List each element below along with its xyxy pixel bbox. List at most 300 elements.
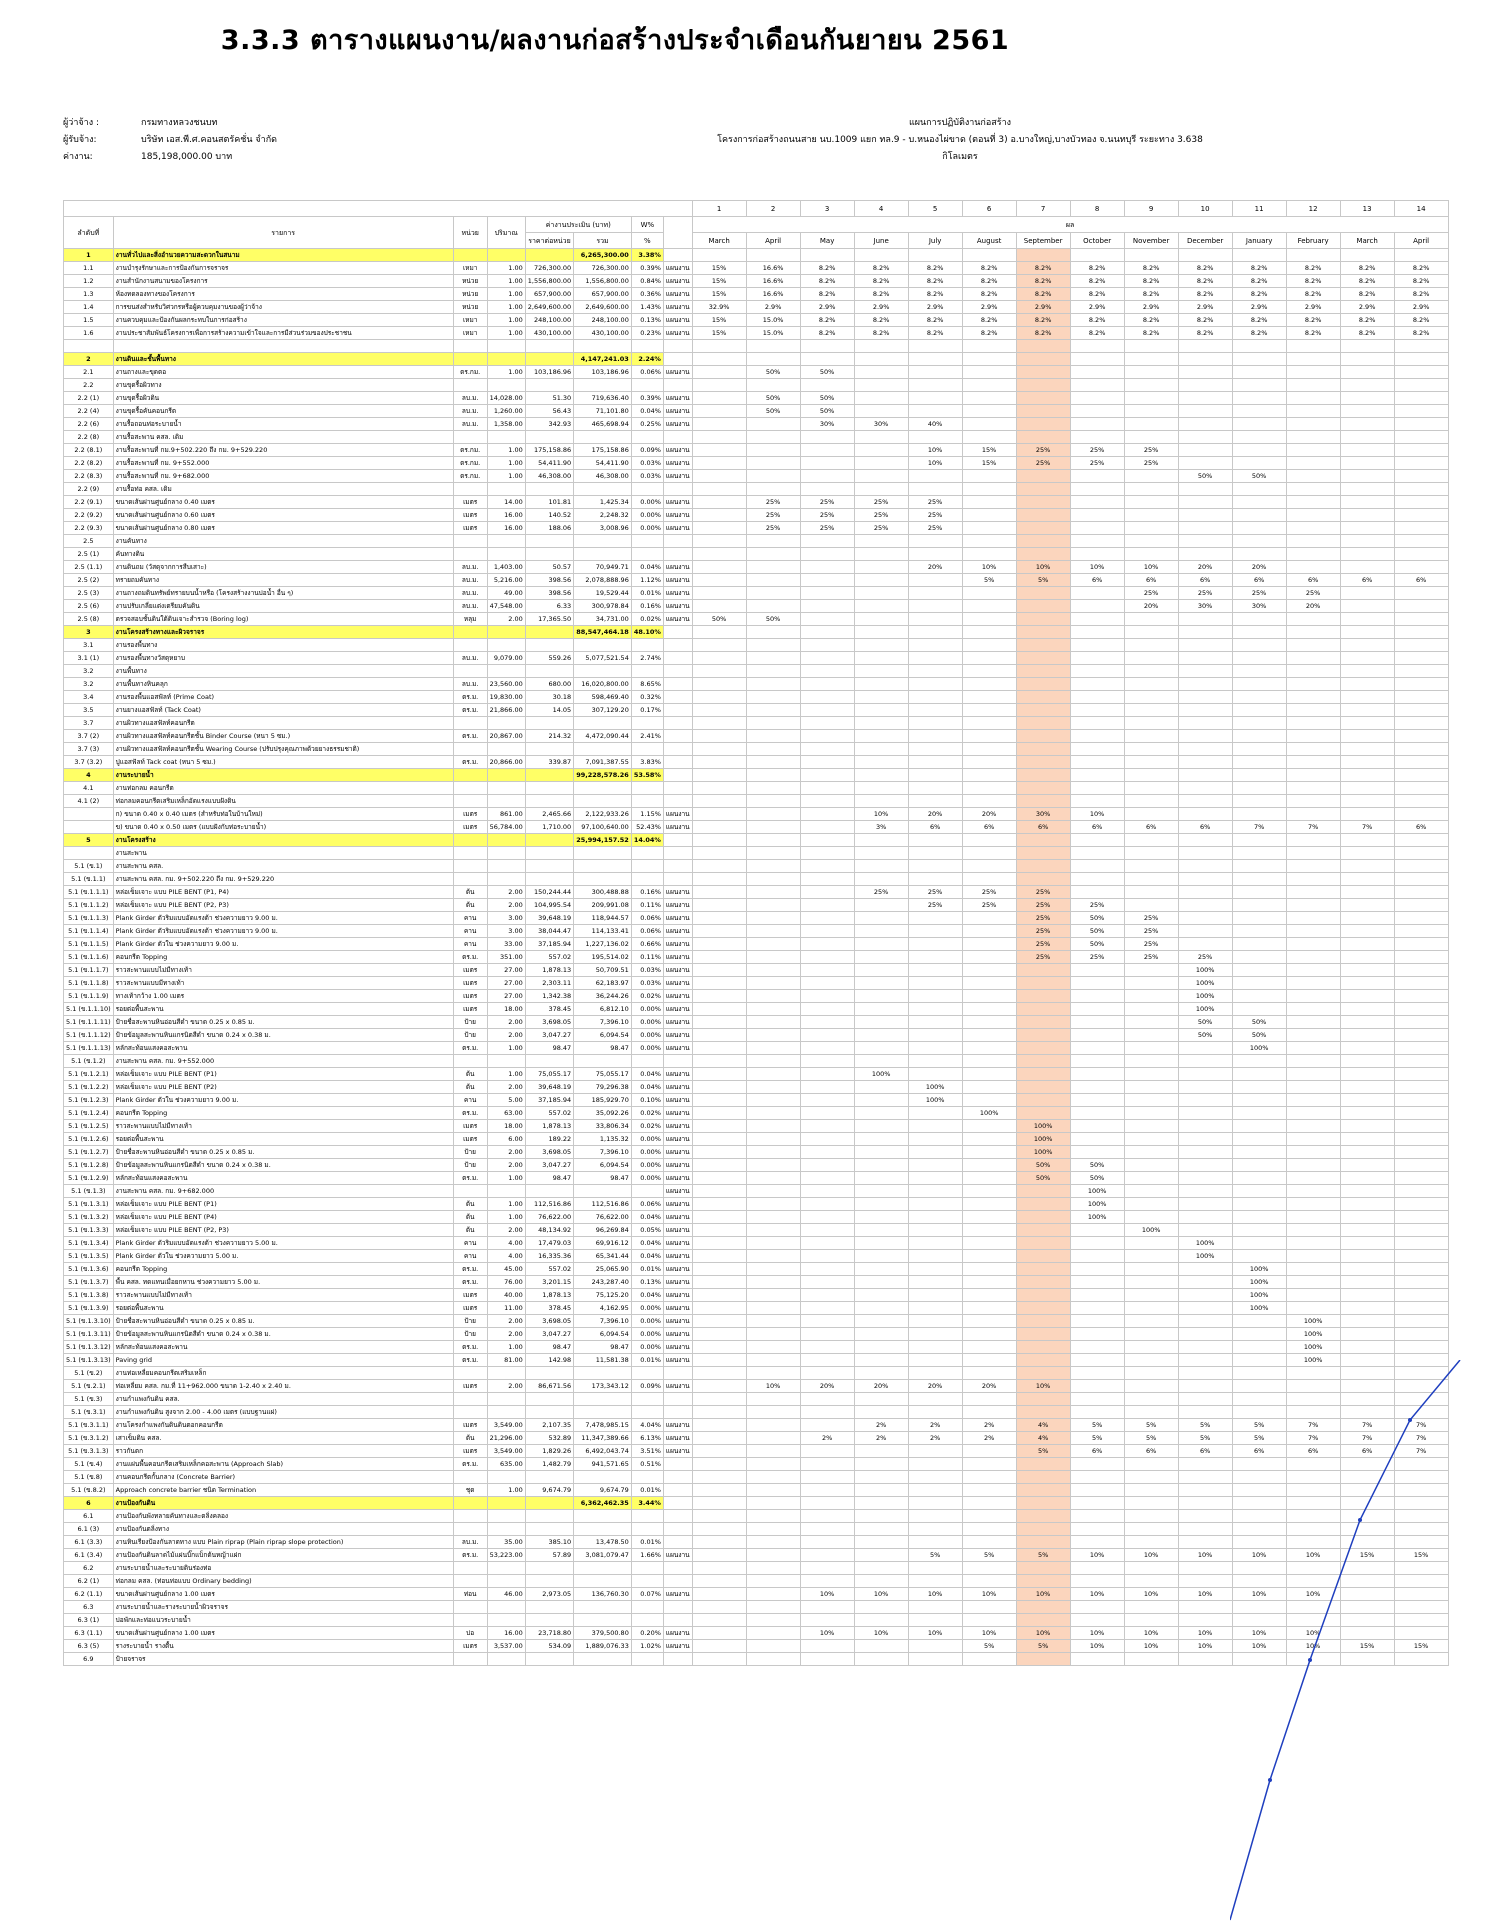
cell-month-pct	[1286, 795, 1340, 808]
cell-month-pct	[1394, 1289, 1448, 1302]
table-row	[64, 1185, 1449, 1198]
cell-item: งานผิวทางแอสฟัลท์คอนกรีต	[113, 717, 453, 730]
cell-month-pct	[962, 990, 1016, 1003]
cell-month-pct	[1340, 951, 1394, 964]
cell-month-pct	[1178, 925, 1232, 938]
cell-month-pct	[1340, 366, 1394, 379]
cell-month-pct	[692, 795, 746, 808]
cell-month-pct: 6%	[908, 821, 962, 834]
cell-month-pct	[746, 665, 800, 678]
cell-month-pct	[1286, 1133, 1340, 1146]
cell-qty: 1.00	[487, 301, 525, 314]
cell-month-pct	[1178, 665, 1232, 678]
cell-month-pct	[1340, 444, 1394, 457]
cell-qty	[487, 535, 525, 548]
cell-month-pct	[692, 704, 746, 717]
cell-month-pct: 100%	[1070, 1185, 1124, 1198]
cell-month-pct: 2%	[908, 1419, 962, 1432]
table-row	[64, 639, 1449, 652]
table-row	[64, 314, 1449, 327]
cell-month-pct	[854, 1172, 908, 1185]
cell-total: 248,100.00	[574, 314, 632, 327]
cell-month-pct	[1178, 431, 1232, 444]
cell-month-pct: 2%	[908, 1432, 962, 1445]
cell-month-pct	[1178, 1393, 1232, 1406]
cell-month-pct	[854, 652, 908, 665]
cell-weight	[631, 847, 663, 860]
col-item: รายการ	[113, 217, 453, 249]
cell-month-pct	[1124, 1003, 1178, 1016]
cell-month-pct	[962, 1003, 1016, 1016]
cell-month-pct	[908, 600, 962, 613]
cell-month-pct	[1232, 249, 1286, 262]
cell-unit	[453, 873, 487, 886]
cell-month-pct: 50%	[692, 613, 746, 626]
cell-item: งานขุดรื้อผิวทาง	[113, 379, 453, 392]
cell-item: งานรื้อท่อ คสล. เดิม	[113, 483, 453, 496]
cell-month-pct: 10%	[908, 1627, 962, 1640]
cell-month-pct	[854, 1055, 908, 1068]
cell-weight: 0.36%	[631, 288, 663, 301]
cell-month-pct	[746, 1432, 800, 1445]
cell-month-pct	[1286, 626, 1340, 639]
cell-month-pct	[962, 1601, 1016, 1614]
cell-month-pct: 6%	[1178, 821, 1232, 834]
cell-month-pct	[1016, 353, 1070, 366]
cell-qty	[487, 1055, 525, 1068]
cell-plan-label	[663, 431, 692, 444]
cell-month-pct	[800, 379, 854, 392]
cell-month-pct	[1394, 496, 1448, 509]
cell-month-pct: 100%	[908, 1081, 962, 1094]
cell-month-pct	[1394, 899, 1448, 912]
cell-month-pct	[692, 1458, 746, 1471]
cell-month-pct	[746, 1263, 800, 1276]
cell-total	[574, 782, 632, 795]
cell-month-pct	[746, 938, 800, 951]
cell-month-pct	[1016, 366, 1070, 379]
cell-month-pct	[1286, 782, 1340, 795]
cell-month-pct: 100%	[1016, 1146, 1070, 1159]
cell-month-pct	[1070, 1263, 1124, 1276]
cell-month-pct	[962, 1133, 1016, 1146]
cell-month-pct	[1178, 509, 1232, 522]
cell-month-pct	[746, 769, 800, 782]
cell-month-pct	[908, 717, 962, 730]
cell-month-pct	[854, 769, 908, 782]
cell-month-pct	[1016, 548, 1070, 561]
cell-month-pct	[1178, 756, 1232, 769]
cell-item	[113, 340, 453, 353]
cell-month-pct: 50%	[746, 392, 800, 405]
col-weight-pct: %	[631, 233, 663, 249]
cell-month-pct	[1394, 912, 1448, 925]
cell-month-pct	[1394, 392, 1448, 405]
cell-plan-label: แผนงาน	[663, 1302, 692, 1315]
cell-month-pct	[1016, 1042, 1070, 1055]
cell-unit: เมตร	[453, 1120, 487, 1133]
cell-weight: 0.13%	[631, 314, 663, 327]
cell-item: ป้ายจราจร	[113, 1653, 453, 1666]
cell-month-pct	[1286, 834, 1340, 847]
cell-item: งานขุดรื้อคันคอนกรีต	[113, 405, 453, 418]
cell-no: 5.1 (ข.1.1)	[64, 873, 114, 886]
table-row	[64, 1328, 1449, 1341]
cell-plan-label: แผนงาน	[663, 1432, 692, 1445]
cell-month-pct: 15%	[962, 457, 1016, 470]
cell-month-pct	[1070, 1146, 1124, 1159]
cell-month-pct: 10%	[1232, 1640, 1286, 1653]
cell-unit: หน่วย	[453, 288, 487, 301]
cell-item: คันทางดิน	[113, 548, 453, 561]
cell-month-pct	[1124, 1406, 1178, 1419]
cell-month-pct: 100%	[1178, 1003, 1232, 1016]
col-unit-price: ราคาต่อหน่วย	[525, 233, 573, 249]
cell-unit-price: 2,465.66	[525, 808, 573, 821]
cell-total: 300,978.84	[574, 600, 632, 613]
cell-item: งานรื้อสะพานที่ กม.9+502.220 ถึง กม. 9+529.220	[113, 444, 453, 457]
cell-month-pct: 10%	[1232, 1627, 1286, 1640]
cell-month-pct	[692, 548, 746, 561]
table-row	[64, 587, 1449, 600]
cell-month-pct	[692, 1159, 746, 1172]
cell-month-pct	[854, 1562, 908, 1575]
cell-month-pct	[1286, 509, 1340, 522]
table-row	[64, 938, 1449, 951]
cell-unit: เมตร	[453, 990, 487, 1003]
cell-weight: 0.05%	[631, 1224, 663, 1237]
cell-no: 1.5	[64, 314, 114, 327]
cell-month-pct	[1394, 1250, 1448, 1263]
cell-month-pct	[692, 600, 746, 613]
cell-month-pct: 30%	[1232, 600, 1286, 613]
cell-unit: ลบ.ม.	[453, 405, 487, 418]
cell-month-pct	[1124, 743, 1178, 756]
cell-month-pct	[1070, 1575, 1124, 1588]
cell-unit	[453, 1510, 487, 1523]
cell-total	[574, 379, 632, 392]
cell-unit	[453, 717, 487, 730]
cell-unit: เมตร	[453, 1133, 487, 1146]
cell-qty: 9,079.00	[487, 652, 525, 665]
cell-month-pct	[1124, 249, 1178, 262]
cell-plan-label	[663, 379, 692, 392]
cell-month-pct	[800, 1263, 854, 1276]
cell-month-pct	[1232, 431, 1286, 444]
cell-plan-label: แผนงาน	[663, 1146, 692, 1159]
cell-item: หลักสะท้อนแสงคอสะพาน	[113, 1042, 453, 1055]
cell-month-pct	[1394, 678, 1448, 691]
cell-month-pct: 10%	[800, 1588, 854, 1601]
cell-unit: ป้าย	[453, 1159, 487, 1172]
cell-weight: 0.04%	[631, 405, 663, 418]
cell-month-pct: 8.2%	[908, 327, 962, 340]
cell-unit-price: 98.47	[525, 1341, 573, 1354]
cell-month-pct	[1070, 1562, 1124, 1575]
cell-month-pct: 100%	[854, 1068, 908, 1081]
cell-item: ราวกันตก	[113, 1445, 453, 1458]
cell-item: ก) ขนาด 0.40 x 0.40 เมตร (สำหรับท่อในบ้านใหม่)	[113, 808, 453, 821]
cell-month-pct	[908, 1406, 962, 1419]
cell-total: 33,806.34	[574, 1120, 632, 1133]
cell-month-pct	[854, 1237, 908, 1250]
cell-weight: 0.06%	[631, 366, 663, 379]
cell-month-pct	[1124, 1055, 1178, 1068]
cell-month-pct	[1070, 1328, 1124, 1341]
cell-plan-label	[663, 834, 692, 847]
cell-month-pct	[962, 1484, 1016, 1497]
cell-plan-label	[663, 1523, 692, 1536]
cell-month-pct	[1232, 665, 1286, 678]
cell-month-pct	[1394, 1159, 1448, 1172]
cell-unit-price: 14.05	[525, 704, 573, 717]
cell-month-pct	[800, 600, 854, 613]
cell-plan-label: แผนงาน	[663, 1588, 692, 1601]
cell-month-pct	[746, 1354, 800, 1367]
cell-month-pct: 8.2%	[854, 314, 908, 327]
cell-month-pct	[1286, 1120, 1340, 1133]
cell-month-pct	[962, 1094, 1016, 1107]
cell-month-pct	[800, 613, 854, 626]
cell-month-pct	[800, 834, 854, 847]
cell-unit-price: 39,648.19	[525, 1081, 573, 1094]
cell-month-pct	[746, 730, 800, 743]
cell-total: 243,287.40	[574, 1276, 632, 1289]
cell-weight: 0.66%	[631, 938, 663, 951]
cell-total: 209,991.08	[574, 899, 632, 912]
cell-weight: 0.00%	[631, 1003, 663, 1016]
cell-month-pct	[1340, 1276, 1394, 1289]
cell-unit-price	[525, 1055, 573, 1068]
cell-month-pct: 7%	[1340, 1419, 1394, 1432]
cell-month-pct: 8.2%	[1232, 288, 1286, 301]
cell-month-pct	[908, 1250, 962, 1263]
cell-month-pct: 8.2%	[1394, 275, 1448, 288]
cell-month-pct	[1124, 886, 1178, 899]
cell-qty: 27.00	[487, 964, 525, 977]
cell-month-pct	[1016, 873, 1070, 886]
cell-month-pct	[1232, 1250, 1286, 1263]
cell-month-pct	[1340, 1302, 1394, 1315]
cell-month-pct	[1340, 691, 1394, 704]
cell-month-pct: 7%	[1394, 1432, 1448, 1445]
cell-plan-label: แผนงาน	[663, 327, 692, 340]
cell-month-pct	[1070, 1614, 1124, 1627]
cell-total: 5,077,521.54	[574, 652, 632, 665]
cell-unit-price: 17,479.03	[525, 1237, 573, 1250]
cell-month-pct	[1286, 613, 1340, 626]
cell-month-pct	[746, 1159, 800, 1172]
cell-total: 2,122,933.26	[574, 808, 632, 821]
month-header: January	[1232, 233, 1286, 249]
cell-month-pct: 100%	[1178, 1250, 1232, 1263]
cell-month-pct	[1070, 340, 1124, 353]
cell-month-pct	[1070, 1367, 1124, 1380]
cell-no: 2.2 (9.1)	[64, 496, 114, 509]
cell-month-pct	[962, 769, 1016, 782]
cell-month-pct	[800, 665, 854, 678]
cell-month-pct	[908, 1640, 962, 1653]
cell-month-pct: 2.9%	[1286, 301, 1340, 314]
cell-month-pct: 10%	[854, 808, 908, 821]
cell-unit	[453, 1562, 487, 1575]
cell-month-pct	[854, 1224, 908, 1237]
cell-unit-price: 3,698.05	[525, 1016, 573, 1029]
cell-month-pct	[1232, 769, 1286, 782]
cell-item: งานป้องกันตลิ่งทาง	[113, 1523, 453, 1536]
cell-month-pct	[1016, 483, 1070, 496]
cell-total: 7,396.10	[574, 1146, 632, 1159]
cell-month-pct: 25%	[1016, 886, 1070, 899]
cell-month-pct	[854, 899, 908, 912]
cell-weight: 0.00%	[631, 1341, 663, 1354]
cell-month-pct	[1340, 392, 1394, 405]
cell-unit	[453, 353, 487, 366]
cell-month-pct	[1016, 1289, 1070, 1302]
cell-month-pct	[962, 964, 1016, 977]
cell-no: 5.1 (ข.1.3.4)	[64, 1237, 114, 1250]
cell-month-pct	[1178, 678, 1232, 691]
cell-month-pct	[1070, 782, 1124, 795]
cell-no: 5.1 (ข.1.1.12)	[64, 1029, 114, 1042]
cell-month-pct: 2.9%	[1016, 301, 1070, 314]
cell-month-pct	[908, 1471, 962, 1484]
cell-month-pct	[908, 470, 962, 483]
cell-item: งานหินเรียงป้องกันลาดทาง แบบ Plain riprap (Plain riprap slope protection)	[113, 1536, 453, 1549]
cell-qty	[487, 340, 525, 353]
cell-weight: 0.00%	[631, 509, 663, 522]
cell-month-pct	[1070, 834, 1124, 847]
cell-month-pct	[1070, 1250, 1124, 1263]
cell-unit-price: 16,335.36	[525, 1250, 573, 1263]
cell-unit: ต้น	[453, 1224, 487, 1237]
cell-month-pct: 25%	[1070, 951, 1124, 964]
cell-month-pct	[1340, 717, 1394, 730]
cell-weight	[631, 717, 663, 730]
contractor-value: บริษัท เอส.พี.ศ.คอนสตรัคชั่น จำกัด	[141, 135, 277, 145]
cell-plan-label: แผนงาน	[663, 821, 692, 834]
cell-unit-price: 534.09	[525, 1640, 573, 1653]
cell-weight: 0.11%	[631, 951, 663, 964]
cell-month-pct: 8.2%	[800, 327, 854, 340]
cell-qty	[487, 639, 525, 652]
cell-month-pct	[1016, 704, 1070, 717]
cell-month-pct: 20%	[962, 1380, 1016, 1393]
cell-no: 5.1 (ข.1.1.10)	[64, 1003, 114, 1016]
cell-month-pct: 6%	[1124, 574, 1178, 587]
cell-month-pct: 20%	[1286, 600, 1340, 613]
cell-month-pct	[1340, 587, 1394, 600]
cell-unit-price: 37,185.94	[525, 938, 573, 951]
cell-month-pct	[1178, 1614, 1232, 1627]
cell-month-pct: 6%	[1286, 1445, 1340, 1458]
cell-month-pct	[962, 1341, 1016, 1354]
cell-month-pct	[1286, 1198, 1340, 1211]
cell-month-pct	[1178, 873, 1232, 886]
cell-total: 11,581.38	[574, 1354, 632, 1367]
cell-unit: บ่อ	[453, 1627, 487, 1640]
cell-month-pct	[1232, 717, 1286, 730]
cell-month-pct	[800, 1276, 854, 1289]
cell-month-pct	[854, 366, 908, 379]
cell-total	[574, 483, 632, 496]
cell-no: 5.1 (ข.3.1.1)	[64, 1419, 114, 1432]
cell-month-pct	[1016, 509, 1070, 522]
cell-month-pct	[1232, 730, 1286, 743]
cell-month-pct	[746, 1510, 800, 1523]
cell-plan-label	[663, 353, 692, 366]
cell-total	[574, 548, 632, 561]
cell-no: 3.4	[64, 691, 114, 704]
cell-month-pct: 10%	[1016, 1380, 1070, 1393]
cell-month-pct	[1340, 1133, 1394, 1146]
cell-month-pct	[1178, 1146, 1232, 1159]
cell-month-pct	[1232, 691, 1286, 704]
cell-unit-price: 1,556,800.00	[525, 275, 573, 288]
cell-plan-label: แผนงาน	[663, 1289, 692, 1302]
cell-month-pct: 5%	[1016, 1640, 1070, 1653]
cell-month-pct	[1394, 1146, 1448, 1159]
cell-month-pct	[962, 1445, 1016, 1458]
cell-weight: 1.12%	[631, 574, 663, 587]
cell-month-pct: 25%	[800, 522, 854, 535]
cell-month-pct: 100%	[1070, 1198, 1124, 1211]
cell-item: หล่อเข็มเจาะ แบบ PILE BENT (P1, P4)	[113, 886, 453, 899]
cell-month-pct: 5%	[962, 574, 1016, 587]
cell-month-pct	[1070, 1107, 1124, 1120]
cell-month-pct: 10%	[1286, 1588, 1340, 1601]
cell-no: 5.1 (ข.1.2.6)	[64, 1133, 114, 1146]
cell-month-pct	[692, 1250, 746, 1263]
cell-month-pct: 10%	[800, 1627, 854, 1640]
cell-item: ทรายถมคันทาง	[113, 574, 453, 587]
cell-month-pct	[1286, 769, 1340, 782]
cell-weight: 8.65%	[631, 678, 663, 691]
cell-month-pct	[1016, 1107, 1070, 1120]
cell-qty: 19,830.00	[487, 691, 525, 704]
cell-unit	[453, 1575, 487, 1588]
cell-month-pct	[1016, 1029, 1070, 1042]
cell-month-pct	[692, 912, 746, 925]
cell-month-pct: 6%	[1340, 1445, 1394, 1458]
contractor-label: ผู้รับจ้าง:	[63, 135, 97, 145]
cell-weight: 3.44%	[631, 1497, 663, 1510]
cell-total: 88,547,464.18	[574, 626, 632, 639]
cell-month-pct	[908, 1042, 962, 1055]
cell-month-pct	[1394, 639, 1448, 652]
cell-total: 98.47	[574, 1042, 632, 1055]
cell-total: 97,100,640.00	[574, 821, 632, 834]
cell-no: 6.9	[64, 1653, 114, 1666]
table-row	[64, 1094, 1449, 1107]
cell-month-pct	[1070, 717, 1124, 730]
cell-month-pct	[962, 1510, 1016, 1523]
cell-month-pct	[962, 522, 1016, 535]
table-row	[64, 1081, 1449, 1094]
cell-plan-label	[663, 652, 692, 665]
cell-month-pct	[692, 886, 746, 899]
cell-qty: 2.00	[487, 1380, 525, 1393]
cell-month-pct	[1070, 665, 1124, 678]
cell-month-pct	[746, 925, 800, 938]
cell-month-pct	[1394, 1263, 1448, 1276]
cell-unit: ตร.ม.	[453, 1354, 487, 1367]
cell-month-pct	[1124, 964, 1178, 977]
cell-month-pct: 8.2%	[908, 288, 962, 301]
cell-month-pct: 10%	[1286, 1640, 1340, 1653]
cell-month-pct: 2%	[962, 1432, 1016, 1445]
cell-month-pct	[692, 873, 746, 886]
